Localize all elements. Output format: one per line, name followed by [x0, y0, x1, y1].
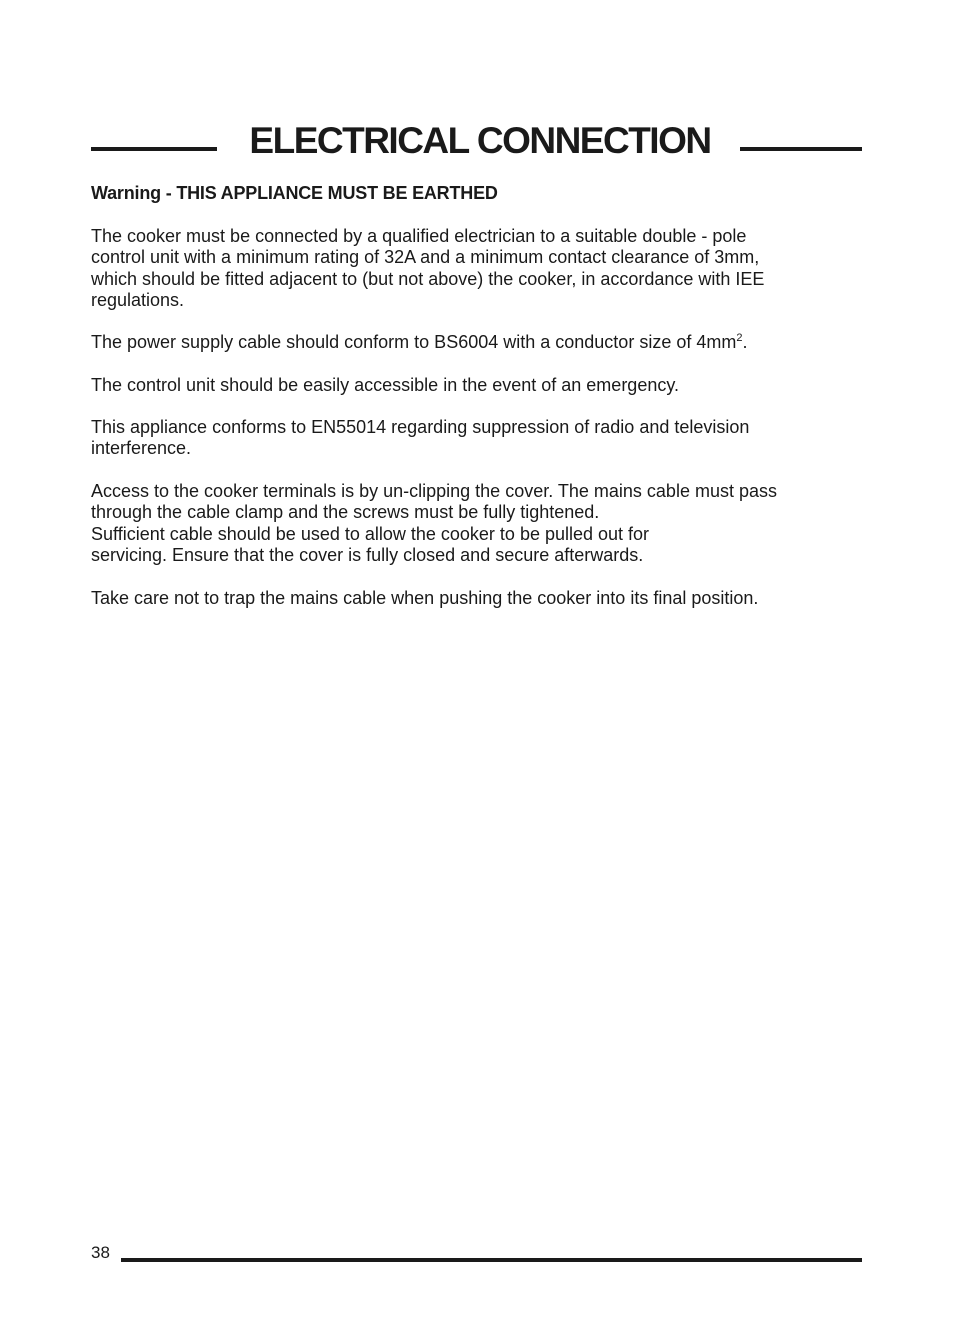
- superscript-two: 2: [736, 332, 743, 344]
- page-number: 38: [91, 1243, 110, 1262]
- paragraph-trap-caution: Take care not to trap the mains cable when pushing the cooker into its final position.: [91, 588, 759, 608]
- title-rule-left: [91, 147, 217, 151]
- paragraph-connection: The cooker must be connected by a qualified electrician to a suitable double - pole control unit with a minimum rating of 32A and a minimum contact clearance of 3mm, which should be fitted adjacent to (but not above) the cooker, in accordance with IEE regulations.: [91, 226, 765, 310]
- paragraph-supply-cable-end: .: [742, 332, 748, 352]
- title-rule-right: [740, 147, 862, 151]
- paragraph-control-unit: The control unit should be easily accessible in the event of an emergency.: [91, 375, 680, 395]
- page-title: ELECTRICAL CONNECTION: [249, 120, 711, 161]
- footer-rule: [121, 1258, 862, 1262]
- paragraph-supply-cable: [91, 332, 871, 353]
- warning-heading: Warning - THIS APPLIANCE MUST BE EARTHED: [91, 183, 498, 203]
- paragraph-conformity: This appliance conforms to EN55014 regarding suppression of radio and television interference.: [91, 417, 750, 459]
- paragraph-terminal-access: Access to the cooker terminals is by un-clipping the cover. The mains cable must pass through the cable clamp and the screws must be fully tightened. Sufficient cable should be used to allow the cooker to be pulled out for servicing. Ensure that the cover is fully closed and secure afterwards.: [91, 481, 777, 565]
- paragraph-supply-cable-text: The power supply cable should conform to BS6004 with a conductor size of 4mm: [91, 332, 737, 352]
